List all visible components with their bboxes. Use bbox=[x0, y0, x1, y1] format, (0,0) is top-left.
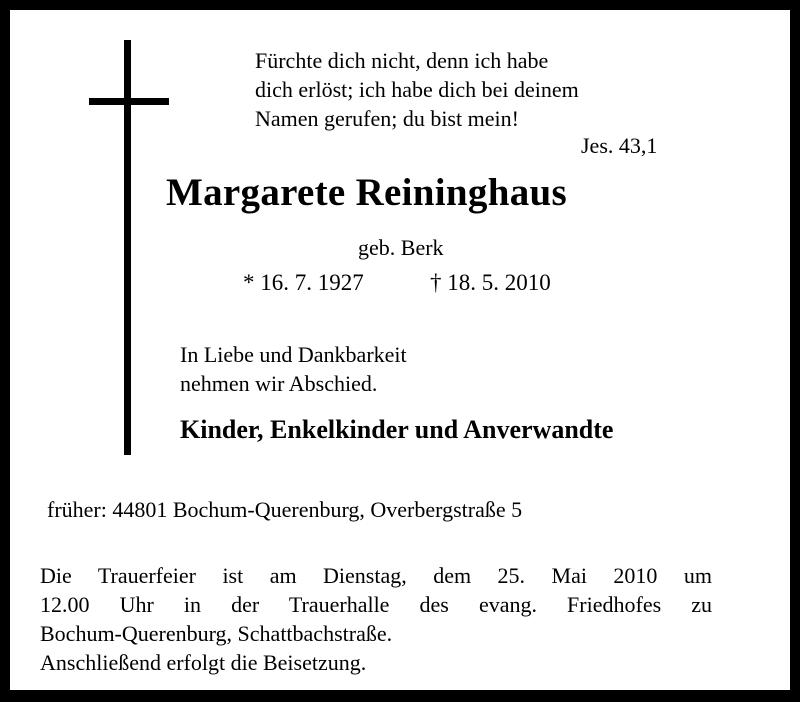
farewell-text bbox=[180, 340, 407, 398]
ceremony-line: Die Trauerfeier ist am Dienstag, dem 25. Mai 2010 um bbox=[40, 563, 712, 588]
verse-line: Namen gerufen; du bist mein! bbox=[255, 106, 519, 131]
farewell-line: In Liebe und Dankbarkeit bbox=[180, 342, 407, 367]
verse-line: dich erlöst; ich habe dich bei deinem bbox=[255, 77, 579, 102]
death-date: † 18. 5. 2010 bbox=[430, 270, 551, 295]
birth-date: * 16. 7. 1927 bbox=[243, 270, 364, 295]
verse-line: Fürchte dich nicht, denn ich habe bbox=[255, 48, 549, 73]
mourners-signature: Kinder, Enkelkinder und Anverwandte bbox=[180, 415, 614, 444]
deceased-name: Margarete Reininghaus bbox=[166, 171, 567, 214]
ceremony-line: Bochum-Querenburg, Schattbachstraße. bbox=[40, 621, 393, 646]
cross-horizontal-bar bbox=[89, 98, 169, 105]
ceremony-info bbox=[40, 561, 712, 677]
bible-verse bbox=[255, 46, 579, 133]
farewell-line: nehmen wir Abschied. bbox=[180, 371, 378, 396]
verse-reference: Jes. 43,1 bbox=[581, 133, 658, 158]
ceremony-line: Anschließend erfolgt die Beisetzung. bbox=[40, 650, 367, 675]
birth-name: geb. Berk bbox=[358, 235, 444, 260]
former-address: früher: 44801 Bochum-Querenburg, Overbergstraße 5 bbox=[47, 497, 523, 522]
ceremony-line: 12.00 Uhr in der Trauerhalle des evang. Friedhofes zu bbox=[40, 592, 712, 617]
